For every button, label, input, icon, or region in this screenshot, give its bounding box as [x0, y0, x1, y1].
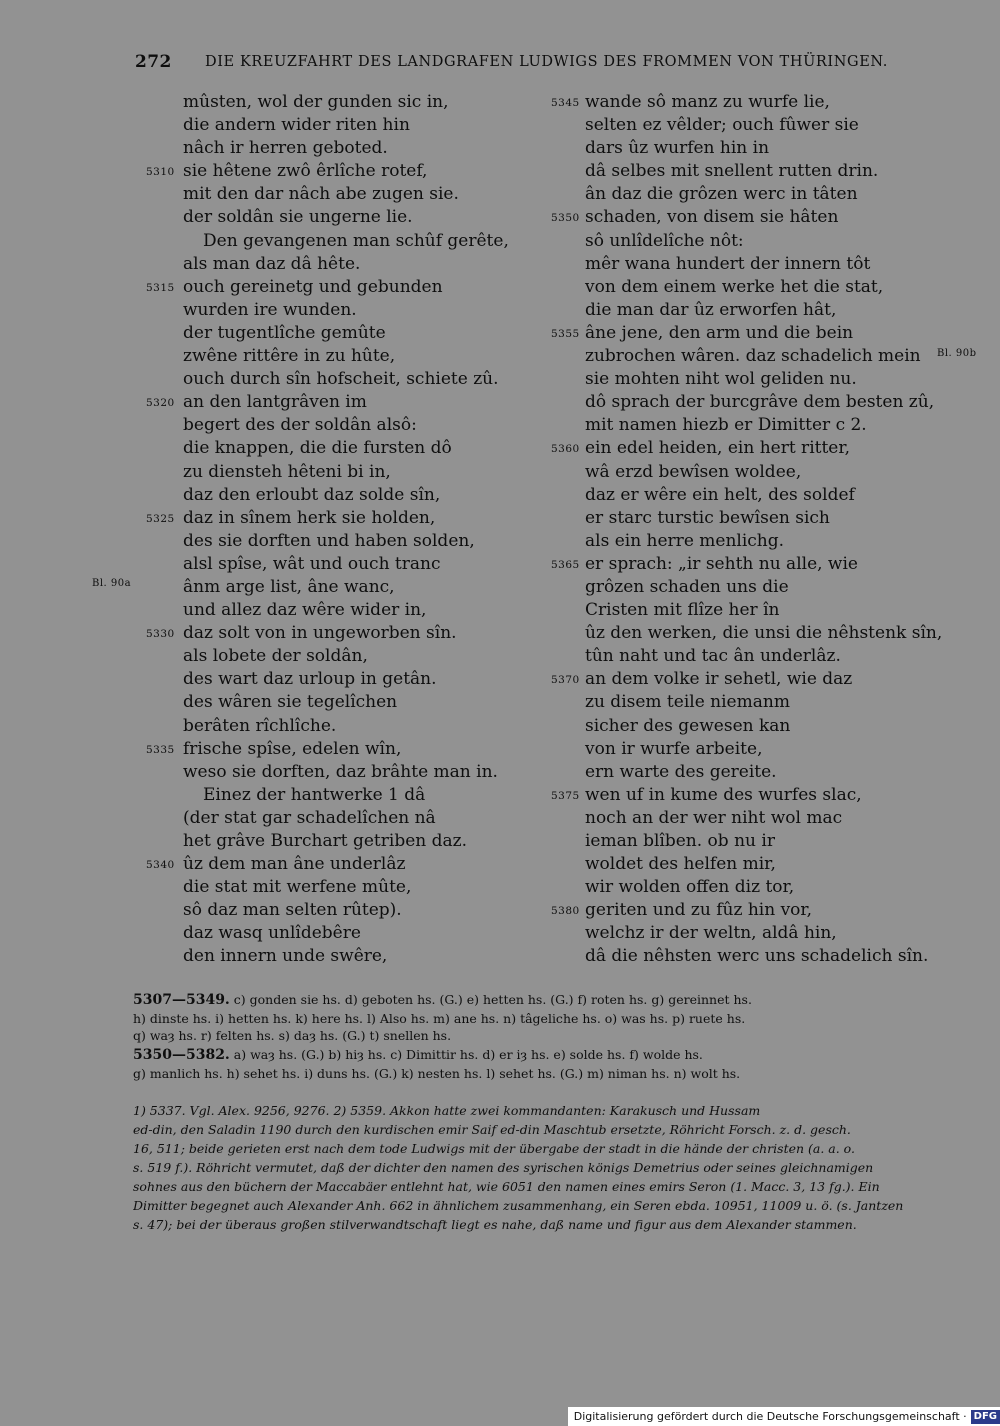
line-number: 5355	[551, 327, 580, 340]
verse-text: des wâren sie tegelîchen	[183, 692, 398, 713]
verse-text: schaden, von disem sie hâten	[585, 207, 839, 228]
verse-text: dâ selbes mit snellent rutten drin.	[585, 161, 879, 182]
verse-line	[183, 206, 553, 229]
verse-line	[183, 368, 553, 391]
verse-text: dars ûz wurfen hin in	[585, 138, 770, 159]
verse-line	[585, 160, 945, 183]
verse-line	[146, 160, 553, 183]
verse-line	[183, 761, 553, 784]
verse-text: daz den erloubt daz solde sîn,	[183, 484, 441, 505]
right-verse-column	[551, 91, 945, 969]
verse-line	[146, 622, 553, 645]
verse-text: dô sprach der burcgrâve dem besten zû,	[585, 392, 935, 413]
dfg-logo: DFG	[971, 1410, 1000, 1424]
verse-text: mit den dar nâch abe zugen sie.	[183, 184, 459, 205]
verse-text: des sie dorften und haben solden,	[183, 530, 475, 551]
verse-text: alsl spîse, wât und ouch tranc	[183, 553, 441, 574]
verse-line	[585, 414, 945, 437]
verse-text: wande sô manz zu wurfe lie,	[585, 92, 830, 112]
verse-line	[585, 830, 945, 853]
verse-text: den innern unde swêre,	[183, 946, 388, 967]
verse-text: wen uf in kume des wurfes slac,	[585, 784, 862, 805]
line-number: 5345	[551, 97, 580, 109]
verse-line	[585, 391, 945, 414]
verse-text: woldet des helfen mir,	[585, 854, 776, 875]
verse-text: ânm arge list, âne wanc,	[183, 576, 395, 597]
verse-line	[551, 784, 945, 807]
verse-text: weso sie dorften, daz brâhte man in.	[183, 761, 498, 782]
line-number: 5360	[551, 443, 580, 456]
verse-text: daz in sînem herk sie holden,	[183, 507, 436, 528]
verse-line	[183, 668, 553, 691]
verse-line	[585, 507, 945, 530]
verse-line	[183, 807, 553, 830]
verse-text: als man daz dâ hête.	[183, 253, 361, 274]
verse-text: frische spîse, edelen wîn,	[183, 738, 402, 759]
line-number: 5375	[551, 789, 580, 802]
verse-text: welchz ir der weltn, aldâ hin,	[585, 923, 837, 944]
apparatus-line: g) manlich hs. h) sehet hs. i) duns hs. (G.) k) nesten hs. l) sehet hs. (G.) m) niman hs. n) wolt hs.	[133, 1065, 741, 1081]
apparatus-block-2	[133, 1046, 928, 1082]
verse-text: die stat mit werfene mûte,	[183, 877, 412, 898]
verse-line	[183, 322, 553, 345]
line-number: 5350	[551, 212, 580, 225]
verse-text: der soldân sie ungerne lie.	[183, 207, 413, 228]
verse-text: an dem volke ir sehetl, wie daz	[585, 669, 853, 690]
verse-text: ân daz die grôzen werc in tâten	[585, 184, 858, 205]
verse-line	[585, 345, 945, 368]
verse-text: dâ die nêhsten werc uns schadelich sîn.	[585, 946, 929, 967]
verse-text: grôzen schaden uns die	[585, 576, 789, 597]
verse-text: und allez daz wêre wider in,	[183, 600, 427, 621]
verse-line	[183, 645, 553, 668]
verse-line	[183, 599, 553, 622]
verse-line	[585, 738, 945, 761]
verse-line	[183, 137, 553, 160]
line-number: 5370	[551, 674, 580, 687]
dfg-footer-banner[interactable]	[568, 1407, 1000, 1426]
verse-line	[183, 253, 553, 276]
verse-text: sie hêtene zwô êrlîche rotef,	[183, 161, 428, 182]
verse-line	[183, 784, 553, 807]
verse-text: daz wasq unlîdebêre	[183, 923, 361, 944]
verse-text: daz er wêre ein helt, des soldef	[585, 484, 855, 505]
verse-line	[183, 437, 553, 460]
line-number: 5320	[146, 397, 175, 410]
verse-line	[183, 230, 553, 253]
footnote-line: ed-din, den Saladin 1190 durch den kurdischen emir Saif ed-din Maschtub ersetzte, Röhricht Forsch. z. d. gesch.	[133, 1122, 851, 1137]
verse-line	[551, 668, 945, 691]
verse-line	[585, 461, 945, 484]
verse-text: mûsten, wol der gunden sic in,	[183, 92, 449, 112]
footnote-line: 1) 5337. Vgl. Alex. 9256, 9276. 2) 5359. Akkon hatte zwei kommandanten: Karakusch und Hussam	[133, 1103, 761, 1118]
verse-line	[585, 484, 945, 507]
folio-note-left: Bl. 90a	[92, 578, 132, 589]
footer-text: Digitalisierung gefördert durch die Deutsche Forschungsgemeinschaft ·	[573, 1410, 967, 1423]
apparatus-block-1	[133, 991, 928, 1045]
apparatus-line: q) waȝ hs. r) felten hs. s) daȝ hs. (G.) t) snellen hs.	[133, 1028, 452, 1043]
verse-line	[183, 922, 553, 945]
verse-text: ûz den werken, die unsi die nêhstenk sîn,	[585, 623, 943, 644]
verse-line	[183, 691, 553, 714]
verse-text: Einez der hantwerke 1 dâ	[203, 784, 426, 805]
verse-line	[585, 368, 945, 391]
verse-text: het grâve Burchart getriben daz.	[183, 831, 468, 851]
verse-text: er sprach: „ir sehth nu alle, wie	[585, 553, 858, 574]
verse-line	[585, 137, 945, 160]
verse-line	[585, 645, 945, 668]
verse-line	[585, 876, 945, 899]
verse-line	[585, 230, 945, 253]
verse-text: geriten und zu fûz hin vor,	[585, 900, 813, 921]
verse-line	[183, 576, 553, 599]
verse-line	[585, 715, 945, 738]
verse-line	[183, 899, 553, 922]
verse-text: nâch ir herren geboted.	[183, 138, 388, 159]
verse-line	[585, 183, 945, 206]
verse-text: er starc turstic bewîsen sich	[585, 507, 830, 528]
verse-text: berâten rîchlîche.	[183, 715, 337, 736]
verse-line	[551, 899, 945, 922]
verse-text: als ein herre menlichg.	[585, 530, 785, 551]
line-number: 5315	[146, 281, 175, 294]
verse-text: zu disem teile niemanm	[585, 692, 790, 713]
line-number: 5330	[146, 628, 175, 641]
verse-line	[146, 391, 553, 414]
verse-text: zwêne rittêre in zu hûte,	[183, 346, 396, 367]
verse-line	[146, 276, 553, 299]
verse-text: begert des der soldân alsô:	[183, 415, 417, 436]
verse-line	[585, 576, 945, 599]
verse-line	[183, 553, 553, 576]
verse-text: ûz dem man âne underlâz	[183, 854, 406, 875]
verse-text: der tugentlîche gemûte	[183, 322, 386, 343]
verse-line	[183, 945, 553, 968]
apparatus-line: h) dinste hs. i) hetten hs. k) here hs. l) Also hs. m) ane hs. n) tâgeliche hs. o) was hs. p) ruete hs.	[133, 1010, 746, 1026]
apparatus-range: 5350—5382.	[133, 1047, 230, 1063]
verse-line	[585, 299, 945, 322]
verse-line	[183, 414, 553, 437]
verse-text: von ir wurfe arbeite,	[585, 738, 763, 759]
verse-line	[585, 945, 945, 968]
verse-text: des wart daz urloup in getân.	[183, 669, 437, 690]
verse-line	[585, 276, 945, 299]
line-number: 5310	[146, 166, 175, 179]
verse-text: daz solt von in ungeworben sîn.	[183, 623, 457, 644]
verse-text: noch an der wer niht wol mac	[585, 807, 843, 828]
verse-text: mêr wana hundert der innern tôt	[585, 253, 871, 274]
footnote-line: s. 47); bei der überaus großen stilverwandtschaft liegt es nahe, daß name und figur aus dem Alexander stammen.	[133, 1217, 857, 1232]
verse-line	[146, 738, 553, 761]
verse-line	[183, 715, 553, 738]
verse-text: zu diensteh hêteni bi in,	[183, 461, 391, 482]
footnote-line: Dimitter begegnet auch Alexander Anh. 662 in ähnlichem zusammenhang, ein Seren ebda. 10951, 11009 u. ö. (s. Jantzen	[133, 1198, 904, 1213]
verse-line	[585, 114, 945, 137]
verse-text: wâ erzd bewîsen woldee,	[585, 461, 802, 482]
verse-line	[585, 853, 945, 876]
verse-line	[585, 922, 945, 945]
verse-text: Den gevangenen man schûf gerête,	[203, 230, 509, 251]
verse-line	[585, 599, 945, 622]
verse-line	[551, 206, 945, 229]
line-number: 5365	[551, 558, 580, 571]
footnote-line: sohnes aus den büchern der Maccabäer entlehnt hat, wie 6051 den namen eines emirs Seron (1. Macc. 3, 13 fg.). Ein	[133, 1179, 880, 1194]
verse-text: zubrochen wâren. daz schadelich mein	[585, 346, 921, 367]
page-number: 272	[135, 52, 172, 72]
verse-line	[585, 761, 945, 784]
verse-text: sie mohten niht wol geliden nu.	[585, 369, 857, 390]
running-header	[135, 52, 930, 72]
verse-line	[183, 876, 553, 899]
verse-line	[551, 437, 945, 460]
line-number: 5380	[551, 905, 580, 918]
verse-line	[146, 507, 553, 530]
verse-line	[183, 484, 553, 507]
verse-line	[585, 691, 945, 714]
verse-text: wurden ire wunden.	[183, 299, 357, 320]
verse-text: (der stat gar schadelîchen nâ	[183, 807, 436, 828]
footnote-line: s. 519 f.). Röhricht vermutet, daß der dichter den namen des syrischen königs Demetrius oder seines gleichnamigen	[133, 1160, 874, 1175]
apparatus-line: c) gonden sie hs. d) geboten hs. (G.) e) hetten hs. (G.) f) roten hs. g) gereinnet hs.	[233, 992, 752, 1007]
verse-text: tûn naht und tac ân underlâz.	[585, 646, 841, 667]
verse-text: die man dar ûz erworfen hât,	[585, 299, 837, 320]
verse-line	[585, 530, 945, 553]
verse-line	[183, 345, 553, 368]
verse-line	[183, 114, 553, 137]
verse-text: sô daz man selten rûtep).	[183, 900, 402, 921]
verse-text: âne jene, den arm und die bein	[585, 322, 854, 343]
verse-text: von dem einem werke het die stat,	[585, 276, 884, 297]
verse-text: Cristen mit flîze her în	[585, 600, 780, 621]
verse-line	[551, 553, 945, 576]
left-verse-column	[146, 91, 553, 969]
verse-text: ern warte des gereite.	[585, 761, 777, 782]
running-title: DIE KREUZFAHRT DES LANDGRAFEN LUDWIGS DES FROMMEN VON THÜRINGEN.	[205, 54, 888, 70]
verse-text: die andern wider riten hin	[183, 115, 410, 136]
verse-text: als lobete der soldân,	[183, 646, 368, 667]
verse-text: an den lantgrâven im	[183, 392, 367, 413]
footnotes	[133, 1101, 928, 1234]
verse-text: die knappen, die die fursten dô	[183, 438, 452, 459]
verse-text: ouch gereinetg und gebunden	[183, 276, 443, 297]
verse-line	[585, 622, 945, 645]
verse-line	[585, 807, 945, 830]
verse-line	[183, 183, 553, 206]
verse-text: ieman blîben. ob nu ir	[585, 831, 775, 851]
verse-text: sicher des gewesen kan	[585, 715, 791, 736]
verse-line	[146, 853, 553, 876]
verse-line	[183, 530, 553, 553]
verse-text: ouch durch sîn hofscheit, schiete zû.	[183, 369, 499, 390]
apparatus-range: 5307—5349.	[133, 992, 230, 1008]
verse-text: sô unlîdelîche nôt:	[585, 230, 744, 251]
verse-line	[183, 830, 553, 853]
verse-line	[551, 322, 945, 345]
verse-text: selten ez vêlder; ouch fûwer sie	[585, 115, 859, 136]
line-number: 5335	[146, 743, 175, 756]
verse-line	[183, 91, 553, 114]
line-number: 5340	[146, 859, 175, 872]
verse-line	[585, 253, 945, 276]
folio-note-right: Bl. 90b	[937, 348, 977, 359]
verse-text: mit namen hiezb er Dimitter c 2.	[585, 415, 867, 436]
line-number: 5325	[146, 512, 175, 525]
footnote-line: 16, 511; beide gerieten erst nach dem tode Ludwigs mit der übergabe der stadt in die hände der christen (a. a. o.	[133, 1141, 855, 1156]
verse-line	[183, 461, 553, 484]
verse-text: ein edel heiden, ein hert ritter,	[585, 438, 851, 459]
apparatus-line: a) waȝ hs. (G.) b) hiȝ hs. c) Dimittir hs. d) er iȝ hs. e) solde hs. f) wolde hs.	[233, 1047, 703, 1062]
verse-text: wir wolden offen diz tor,	[585, 877, 795, 898]
verse-line	[551, 91, 945, 114]
verse-line	[183, 299, 553, 322]
